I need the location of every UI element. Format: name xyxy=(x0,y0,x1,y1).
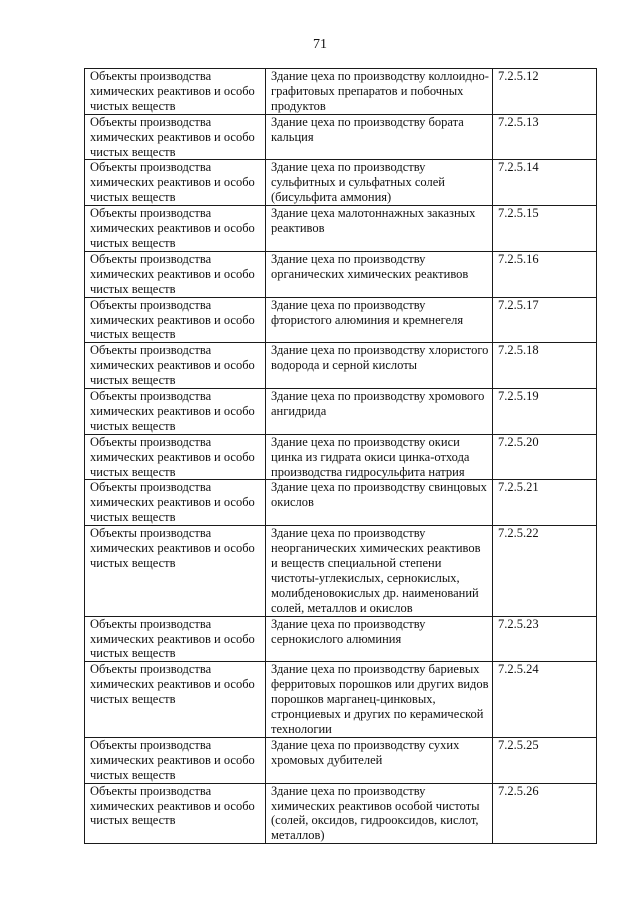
code-cell: 7.2.5.18 xyxy=(493,343,597,389)
category-cell: Объекты производства химических реактивов и особо чистых веществ xyxy=(85,389,266,435)
table-row xyxy=(85,783,597,844)
building-cell: Здание цеха малотоннажных заказных реактивов xyxy=(266,206,493,252)
building-cell: Здание цеха по производству хлористого водорода и серной кислоты xyxy=(266,343,493,389)
code-cell: 7.2.5.26 xyxy=(493,783,597,844)
category-cell: Объекты производства химических реактивов и особо чистых веществ xyxy=(85,662,266,738)
code-cell: 7.2.5.13 xyxy=(493,114,597,160)
category-cell: Объекты производства химических реактивов и особо чистых веществ xyxy=(85,206,266,252)
category-cell: Объекты производства химических реактивов и особо чистых веществ xyxy=(85,526,266,616)
building-cell: Здание цеха по производству сернокислого алюминия xyxy=(266,616,493,662)
table-row xyxy=(85,434,597,480)
code-cell: 7.2.5.16 xyxy=(493,251,597,297)
category-cell: Объекты производства химических реактивов и особо чистых веществ xyxy=(85,297,266,343)
code-cell: 7.2.5.17 xyxy=(493,297,597,343)
table-row xyxy=(85,480,597,526)
category-cell: Объекты производства химических реактивов и особо чистых веществ xyxy=(85,251,266,297)
category-cell: Объекты производства химических реактивов и особо чистых веществ xyxy=(85,616,266,662)
table-row xyxy=(85,206,597,252)
building-cell: Здание цеха по производству коллоидно-графитовых препаратов и побочных продуктов xyxy=(266,69,493,115)
table-row xyxy=(85,160,597,206)
building-cell: Здание цеха по производству бората кальция xyxy=(266,114,493,160)
code-cell: 7.2.5.21 xyxy=(493,480,597,526)
building-cell: Здание цеха по производству бариевых ферритовых порошков или других видов порошков марганец-цинковых, стронциевых и других по керамической технологии xyxy=(266,662,493,738)
category-cell: Объекты производства химических реактивов и особо чистых веществ xyxy=(85,434,266,480)
building-cell: Здание цеха по производству сухих хромовых дубителей xyxy=(266,737,493,783)
building-cell: Здание цеха по производству сульфитных и сульфатных солей (бисульфита аммония) xyxy=(266,160,493,206)
category-cell: Объекты производства химических реактивов и особо чистых веществ xyxy=(85,69,266,115)
building-cell: Здание цеха по производству окиси цинка из гидрата окиси цинка-отхода производства гидросульфита натрия xyxy=(266,434,493,480)
category-cell: Объекты производства химических реактивов и особо чистых веществ xyxy=(85,783,266,844)
category-cell: Объекты производства химических реактивов и особо чистых веществ xyxy=(85,480,266,526)
building-cell: Здание цеха по производству хромового ангидрида xyxy=(266,389,493,435)
building-cell: Здание цеха по производству органических химических реактивов xyxy=(266,251,493,297)
table-row xyxy=(85,251,597,297)
category-cell: Объекты производства химических реактивов и особо чистых веществ xyxy=(85,343,266,389)
table-row xyxy=(85,297,597,343)
code-cell: 7.2.5.25 xyxy=(493,737,597,783)
building-cell: Здание цеха по производству свинцовых окислов xyxy=(266,480,493,526)
building-cell: Здание цеха по производству неорганических химических реактивов и веществ специальной степени чистоты-углекислых, сернокислых, молибденовокислых др. наименований солей, металлов и окислов xyxy=(266,526,493,616)
table-row xyxy=(85,662,597,738)
table-row xyxy=(85,737,597,783)
category-cell: Объекты производства химических реактивов и особо чистых веществ xyxy=(85,160,266,206)
category-cell: Объекты производства химических реактивов и особо чистых веществ xyxy=(85,114,266,160)
code-cell: 7.2.5.12 xyxy=(493,69,597,115)
objects-table-body xyxy=(85,69,597,844)
building-cell: Здание цеха по производству фтористого алюминия и кремнегеля xyxy=(266,297,493,343)
category-cell: Объекты производства химических реактивов и особо чистых веществ xyxy=(85,737,266,783)
code-cell: 7.2.5.20 xyxy=(493,434,597,480)
table-row xyxy=(85,69,597,115)
table-row xyxy=(85,114,597,160)
page-number: 71 xyxy=(313,37,327,52)
table-row xyxy=(85,616,597,662)
code-cell: 7.2.5.23 xyxy=(493,616,597,662)
code-cell: 7.2.5.24 xyxy=(493,662,597,738)
objects-table xyxy=(84,68,597,844)
code-cell: 7.2.5.14 xyxy=(493,160,597,206)
table-row xyxy=(85,343,597,389)
code-cell: 7.2.5.19 xyxy=(493,389,597,435)
table-row xyxy=(85,526,597,616)
code-cell: 7.2.5.15 xyxy=(493,206,597,252)
code-cell: 7.2.5.22 xyxy=(493,526,597,616)
table-row xyxy=(85,389,597,435)
building-cell: Здание цеха по производству химических реактивов особой чистоты (солей, оксидов, гидрооксидов, кислот, металлов) xyxy=(266,783,493,844)
